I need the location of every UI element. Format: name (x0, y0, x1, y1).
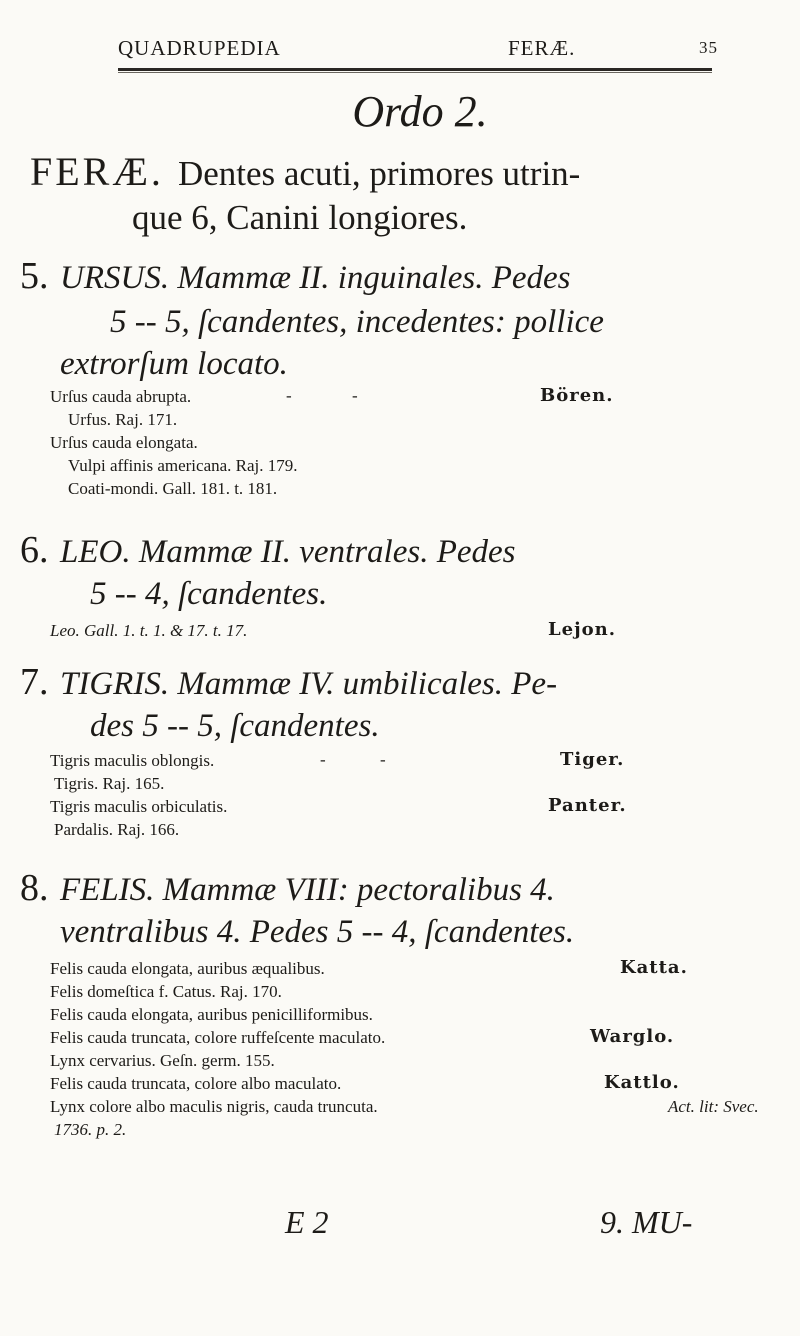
catchword: 9. MU- (600, 1204, 693, 1240)
tigris-row-2: Tigris. Raj. 165. (54, 774, 165, 793)
felis-row-3: Felis cauda elongata, auribus penicilliformibus. (50, 1005, 373, 1024)
tigris-row-4: Pardalis. Raj. 166. (54, 820, 180, 839)
leo-line-1: LEO. Mammæ II. ventrales. Pedes (60, 534, 516, 570)
header-rule (118, 68, 712, 71)
signature-mark: E 2 (285, 1204, 329, 1240)
tigris-line-2: des 5 -- 5, ſcandentes. (90, 708, 380, 744)
felis-german-1: Katta. (620, 957, 688, 978)
dash: - (320, 750, 326, 769)
dash: - (286, 386, 292, 405)
order-line-1: Dentes acuti, primores utrin- (177, 154, 581, 193)
running-head (118, 36, 718, 62)
ursus-row-4: Vulpi affinis americana. Raj. 179. (68, 456, 298, 475)
running-head-left: QUADRUPEDIA (118, 36, 281, 60)
felis-german-3: Kattlo. (604, 1072, 680, 1093)
felis-row-4: Felis cauda truncata, colore ruffeſcente maculato. (50, 1028, 386, 1047)
ursus-german: Bören. (540, 385, 614, 406)
ursus-line-1: URSUS. Mammæ II. inguinales. Pedes (60, 260, 571, 296)
felis-row-1: Felis cauda elongata, auribus æqualibus. (50, 959, 325, 978)
entry-number-tigris: 7. (20, 661, 49, 703)
felis-row-6: Felis cauda truncata, colore albo maculato. (50, 1074, 342, 1093)
tigris-row-3: Tigris maculis orbiculatis. (50, 797, 228, 816)
page-number: 35 (699, 38, 718, 57)
order-description (30, 150, 790, 240)
leo-row: Leo. Gall. 1. t. 1. & 17. t. 17. (50, 621, 248, 640)
felis-german-2: Warglo. (590, 1026, 675, 1047)
ursus-line-3: extrorſum locato. (60, 346, 288, 382)
felis-line-2: ventralibus 4. Pedes 5 -- 4, ſcandentes. (60, 914, 575, 950)
felis-row-2: Felis domeſtica f. Catus. Raj. 170. (50, 982, 282, 1001)
tigris-german-1: Tiger. (560, 749, 625, 770)
entry-number-ursus: 5. (20, 255, 49, 297)
entry-number-leo: 6. (20, 529, 49, 571)
tigris-german-2: Panter. (548, 795, 627, 816)
entry-number-felis: 8. (20, 867, 49, 909)
dash: - (352, 386, 358, 405)
ursus-line-2: 5 -- 5, ſcandentes, incedentes: pollice (110, 304, 604, 340)
ursus-row-2: Urfus. Raj. 171. (68, 410, 178, 429)
leo-line-2: 5 -- 4, ſcandentes. (90, 576, 328, 612)
leo-german: Lejon. (548, 619, 616, 640)
felis-line-1: FELIS. Mammæ VIII: pectoralibus 4. (60, 872, 555, 908)
felis-row-7: Lynx colore albo maculis nigris, cauda truncuta. (50, 1097, 378, 1116)
ursus-row-5: Coati-mondi. Gall. 181. t. 181. (68, 479, 278, 498)
ordo-title: Ordo 2. (352, 87, 488, 136)
order-line-2: que 6, Canini longiores. (132, 198, 468, 237)
ursus-row-3: Urſus cauda elongata. (50, 433, 198, 452)
header-rule-thin (118, 72, 712, 73)
running-head-center: FERÆ. (508, 36, 576, 60)
tigris-row-1: Tigris maculis oblongis. (50, 751, 215, 770)
dash: - (380, 750, 386, 769)
felis-row-5: Lynx cervarius. Geſn. germ. 155. (50, 1051, 275, 1070)
felis-citation: Act. lit: Svec. (668, 1097, 759, 1116)
tigris-line-1: TIGRIS. Mammæ IV. umbilicales. Pe- (60, 666, 558, 702)
ursus-row-1: Urſus cauda abrupta. (50, 387, 192, 406)
felis-row-8: 1736. p. 2. (54, 1120, 127, 1139)
order-name: FERÆ. (30, 149, 164, 194)
